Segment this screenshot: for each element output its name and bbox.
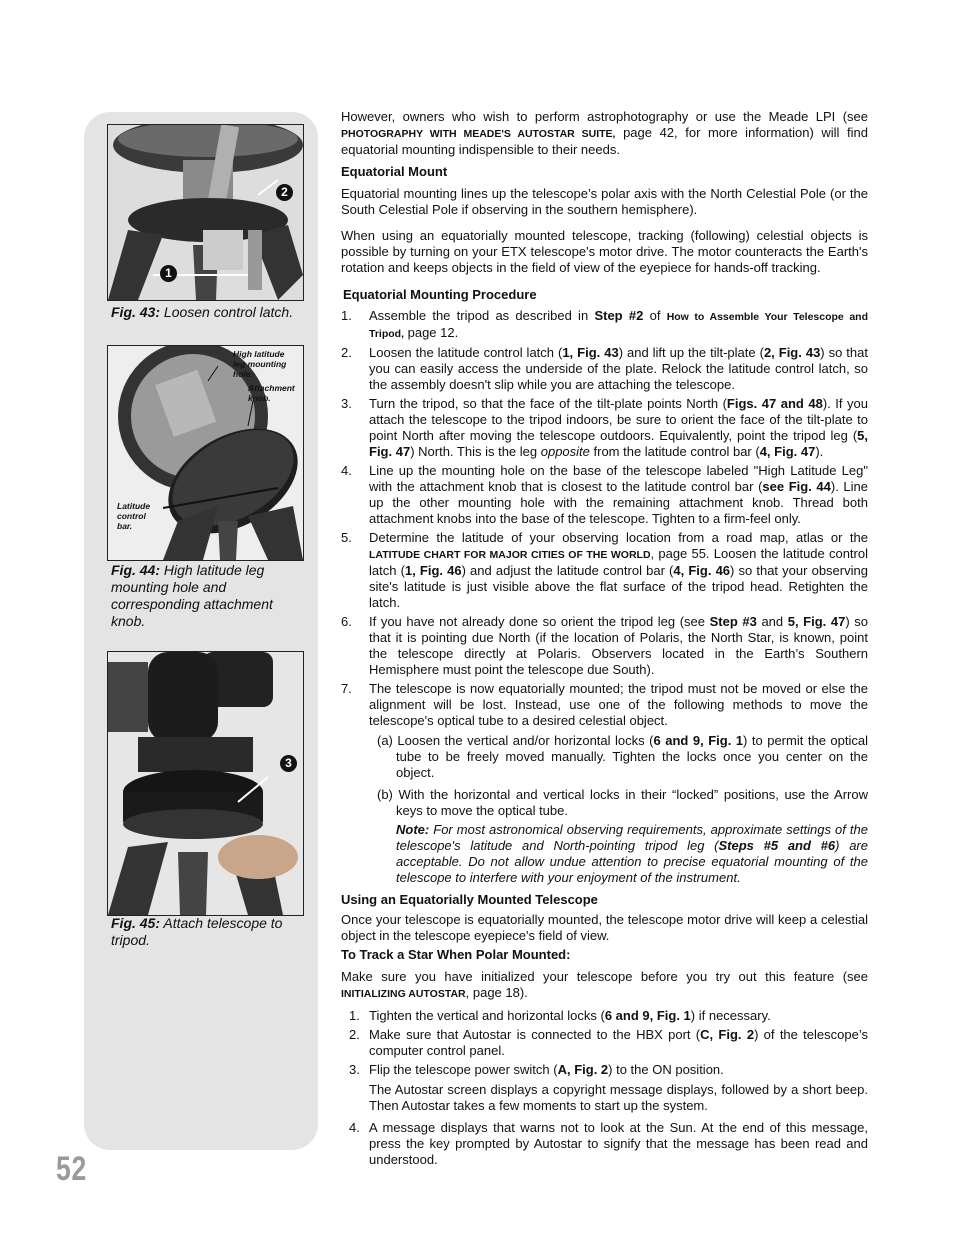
figure-43-photo bbox=[107, 124, 304, 301]
intro-ref: PHOTOGRAPHY WITH MEADE'S AUTOSTAR SUITE, bbox=[341, 128, 616, 140]
figure-44-label: Fig. 44: bbox=[111, 562, 161, 578]
track-heading: To Track a Star When Polar Mounted: bbox=[341, 947, 571, 962]
procedure-heading: Equatorial Mounting Procedure bbox=[343, 287, 537, 302]
step-text: If you have not already done so orient the tripod leg (see bbox=[369, 614, 710, 629]
track-step-3-detail: The Autostar screen displays a copyright message displays, followed by a short beep. Then Autostar takes a few moments to start up the system. bbox=[369, 1082, 868, 1113]
figure-43-label: Fig. 43: bbox=[111, 304, 161, 320]
intro-text-a: However, owners who wish to perform astrophotography or use the Meade LPI (see bbox=[341, 109, 868, 124]
step-ref: 4, Fig. 46 bbox=[673, 563, 731, 578]
page-number: 52 bbox=[56, 1150, 88, 1188]
step-number: 2. bbox=[349, 1027, 360, 1042]
figure-44-text: High latitude leg mounting hole and corresponding attachment knob. bbox=[111, 562, 273, 629]
track-steps-continued bbox=[341, 1120, 868, 1168]
step-number: 1. bbox=[341, 308, 352, 323]
track-step-4 bbox=[341, 1120, 868, 1168]
procedure-steps bbox=[341, 308, 868, 729]
step-text: Tighten the vertical and horizontal locks ( bbox=[369, 1008, 605, 1023]
step-number: 6. bbox=[341, 614, 352, 629]
step-ref: LATITUDE CHART FOR MAJOR CITIES OF THE WORLD bbox=[369, 549, 651, 561]
note-text: For most astronomical observing requirements, approximate settings of the telescope's latitude and North-pointing tripod leg ( bbox=[396, 822, 868, 853]
step-ref: 1, Fig. 46 bbox=[404, 563, 462, 578]
step-ref: How to Assemble Your Telescope and Tripod, bbox=[369, 311, 868, 340]
track-step-1 bbox=[341, 1008, 868, 1024]
procedure-option-b: (b) With the horizontal and vertical locks in their “locked” positions, use the Arrow keys to move the optical tube. bbox=[377, 787, 868, 818]
step-text: page 12. bbox=[404, 325, 459, 340]
callout-3-icon: 3 bbox=[280, 755, 297, 772]
step-text: ). Line up the other mounting hole with the remaining attachment knob. Thread both attachment knobs into the base of the telescope. Tighten to a firm-feel only. bbox=[369, 479, 868, 526]
step-number: 4. bbox=[349, 1120, 360, 1135]
note-label: Note: bbox=[396, 822, 430, 837]
step-text: from the latitude control bar ( bbox=[589, 444, 760, 459]
step-text: Assemble the tripod as described in bbox=[369, 308, 595, 323]
procedure-step-2 bbox=[341, 345, 868, 393]
track-ref: INITIALIZING AUTOSTAR bbox=[341, 988, 466, 1000]
figure-44-caption bbox=[111, 562, 301, 630]
step-text: Loosen the latitude control latch ( bbox=[369, 345, 563, 360]
step-ref: A, Fig. 2 bbox=[557, 1062, 609, 1077]
step-number: 1. bbox=[349, 1008, 360, 1023]
step-text: ) so that it is pointing due North (if the location of Polaris, the North Star, is known, point the telescope directly at Polaris. Observers located in the Earth’s Southern Hemisphere must point the telescope due South). bbox=[369, 614, 869, 677]
intro-paragraph bbox=[341, 109, 868, 158]
step-text: ) if necessary. bbox=[690, 1008, 771, 1023]
option-text: (a) Loosen the vertical and/or horizontal locks ( bbox=[377, 733, 654, 748]
procedure-note bbox=[341, 822, 868, 886]
procedure-step-5 bbox=[341, 530, 868, 611]
option-ref: 6 and 9, Fig. 1 bbox=[653, 733, 744, 748]
track-steps bbox=[341, 1008, 868, 1078]
main-column bbox=[341, 109, 868, 1172]
figure-45-text: Attach telescope to tripod. bbox=[111, 915, 283, 948]
figure-45-caption bbox=[111, 915, 306, 949]
step-text: ) and lift up the tilt-plate ( bbox=[618, 345, 764, 360]
step-text: ) so that your observing site's latitude is just visible above the flat surface of the tripod head. Retighten the latch. bbox=[369, 563, 868, 610]
step-number: 7. bbox=[341, 681, 352, 696]
step-ref: 2, Fig. 43 bbox=[763, 345, 821, 360]
figure-45-label: Fig. 45: bbox=[111, 915, 161, 931]
option-text: ) to permit the optical tube to be freely moved manually. Tighten the locks once you center on the object. bbox=[396, 733, 869, 780]
track-text: Make sure you have initialized your telescope before you try out this feature (see bbox=[341, 969, 868, 984]
step-number: 3. bbox=[349, 1062, 360, 1077]
track-step-2 bbox=[341, 1027, 868, 1059]
using-paragraph: Once your telescope is equatorially mounted, the telescope motor drive will keep a celestial object in the telescope eyepiece's field of view. bbox=[341, 912, 868, 943]
step-text: ) North. This is the leg bbox=[410, 444, 541, 459]
step-number: 3. bbox=[341, 396, 352, 411]
figure-43-caption bbox=[111, 304, 311, 321]
note-text: ) are acceptable. Do not allow undue attention to precise equatorial mounting of the telescope to interfere with your enjoyment of the instrument. bbox=[396, 838, 868, 885]
intro-text-b: page 42, for more information) will find equatorial mounting indispensible to their needs. bbox=[341, 125, 868, 157]
track-paragraph bbox=[341, 969, 868, 1002]
step-ref: 5, Fig. 47 bbox=[369, 428, 868, 459]
step-number: 5. bbox=[341, 530, 352, 545]
procedure-step-6 bbox=[341, 614, 868, 678]
equatorial-mount-p1: Equatorial mounting lines up the telescope’s polar axis with the North Celestial Pole (or the South Celestial Pole if observing in the southern hemisphere). bbox=[341, 186, 868, 217]
step-ref: Step #2 bbox=[594, 308, 644, 323]
step-text: Make sure that Autostar is connected to the HBX port ( bbox=[369, 1027, 701, 1042]
step-ref: see Fig. 44 bbox=[762, 479, 831, 494]
step-text: ). If you attach the telescope to the tripod indoors, be sure to orient the face of the tilt-plate to point North after moving the telescope outdoors. Equivalently, point the tripod leg ( bbox=[369, 396, 868, 443]
high-latitude-label: High latitude leg mounting hole. bbox=[233, 349, 287, 379]
step-text: Flip the telescope power switch ( bbox=[369, 1062, 558, 1077]
step-ref: C, Fig. 2 bbox=[700, 1027, 755, 1042]
step-text: ). bbox=[815, 444, 824, 459]
step-ref: Step #3 bbox=[709, 614, 757, 629]
equatorial-mount-p2: When using an equatorially mounted telescope, tracking (following) celestial objects is possible by turning on your ETX telescope's motor drive. The motor counteracts the Earth's rotation and keeps objects in the field of view of the eyepiece for hands-off tracking. bbox=[341, 228, 868, 275]
step-text: ) of the telescope’s computer control panel. bbox=[369, 1027, 868, 1058]
latitude-bar-label: Latitude control bar. bbox=[117, 501, 151, 531]
step-text: ) so that you can easily access the underside of the plate. Relock the latitude control latch, so the assembly doesn't slip while you are attaching the telescope. bbox=[369, 345, 868, 392]
step-text: Determine the latitude of your observing location from a road map, atlas or the bbox=[369, 530, 868, 545]
figure-43-text: Loosen control latch. bbox=[160, 304, 294, 320]
step-text: ) and adjust the latitude control bar ( bbox=[461, 563, 674, 578]
step-number: 4. bbox=[341, 463, 352, 478]
step-text: Line up the mounting hole on the base of the telescope labeled "High Latitude Leg" with the attachment knob that is closest to the latitude control bar ( bbox=[369, 463, 868, 494]
step-ref: 1, Fig. 43 bbox=[562, 345, 619, 360]
step-ref: Figs. 47 and 48 bbox=[726, 396, 823, 411]
step-text: of bbox=[643, 308, 667, 323]
step-emphasis: opposite bbox=[540, 444, 590, 459]
equatorial-mount-heading: Equatorial Mount bbox=[341, 164, 448, 179]
step-text: , page 55. Loosen the latitude control latch ( bbox=[369, 546, 868, 578]
step-text: The telescope is now equatorially mounted; the tripod must not be moved or else the alignment will be lost. Instead, use one of the following methods to move the telescope's optical tube to a desired celestial object. bbox=[369, 681, 868, 728]
step-text: A message displays that warns not to look at the Sun. At the end of this message, press the key prompted by Autostar to signify that the message has been read and understood. bbox=[369, 1120, 868, 1167]
step-text: Turn the tripod, so that the face of the tilt-plate points North ( bbox=[369, 396, 727, 411]
procedure-step-1 bbox=[341, 308, 868, 342]
note-ref: Steps #5 and #6 bbox=[718, 838, 836, 853]
figure-45-photo bbox=[107, 651, 304, 916]
track-step-3 bbox=[341, 1062, 868, 1078]
track-text: , page 18). bbox=[465, 985, 528, 1000]
procedure-step-4 bbox=[341, 463, 868, 527]
attachment-knob-label: Attachment knob. bbox=[248, 383, 295, 403]
callout-2-icon: 2 bbox=[276, 184, 293, 201]
step-ref: 4, Fig. 47 bbox=[759, 444, 816, 459]
callout-1-icon: 1 bbox=[160, 265, 177, 282]
using-heading: Using an Equatorially Mounted Telescope bbox=[341, 892, 598, 907]
step-number: 2. bbox=[341, 345, 352, 360]
step-text: and bbox=[756, 614, 788, 629]
procedure-step-7 bbox=[341, 681, 868, 729]
step-ref: 5, Fig. 47 bbox=[787, 614, 846, 629]
step-text: ) to the ON position. bbox=[608, 1062, 724, 1077]
step-ref: 6 and 9, Fig. 1 bbox=[604, 1008, 691, 1023]
procedure-step-3 bbox=[341, 396, 868, 460]
procedure-option-a bbox=[341, 733, 868, 781]
